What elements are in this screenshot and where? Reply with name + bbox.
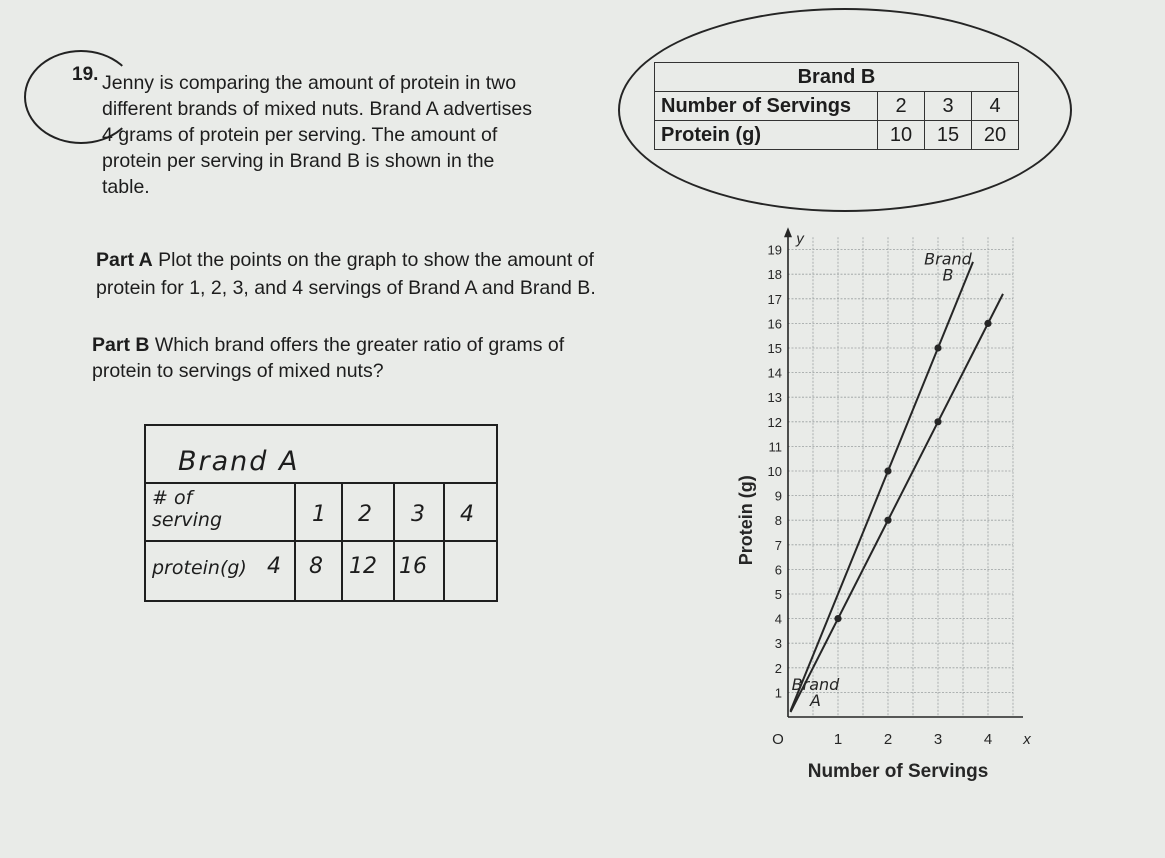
y-tick-label: 12: [767, 414, 782, 430]
part-a-text: Plot the points on the graph to show the amount of: [152, 249, 594, 271]
y-tick-label: 7: [774, 537, 782, 553]
brand-a-servings-cell: 2: [358, 502, 372, 527]
x-tick-label: 4: [983, 731, 993, 748]
table-column-line: [393, 482, 395, 600]
brand-a-servings-cell: 4: [460, 502, 474, 527]
x-tick-label: 1: [833, 731, 843, 748]
series-label-line: B: [942, 265, 954, 285]
part-b-line: protein to servings of mixed nuts?: [92, 360, 384, 382]
y-tick-label: 1: [774, 685, 782, 701]
brand-b-table-title: Brand B: [655, 63, 1019, 92]
data-point: [884, 467, 891, 474]
series-label-line: Brand: [791, 674, 840, 694]
problem-text-line: Jenny is comparing the amount of protein in two: [102, 72, 517, 94]
part-a-line: [96, 246, 716, 274]
y-tick-label: 16: [767, 316, 782, 332]
brand-b-servings-cell: 4: [972, 92, 1019, 121]
y-tick-label: 9: [774, 488, 782, 504]
y-tick-label: 19: [767, 242, 782, 258]
table-column-line: [443, 482, 445, 600]
y-tick-label: 14: [767, 365, 782, 381]
y-tick-label: 4: [774, 611, 782, 627]
data-point: [934, 418, 941, 425]
x-tick-label: 2: [883, 731, 893, 748]
y-axis-letter: y: [796, 230, 804, 248]
brand-a-servings-label-1: # of: [152, 487, 193, 509]
y-tick-label: 8: [774, 513, 782, 529]
table-column-line: [294, 482, 296, 600]
brand-a-servings-cell: 3: [411, 502, 425, 527]
brand-a-servings-cell: 1: [312, 502, 326, 527]
brand-a-protein-cell: 12: [349, 554, 377, 579]
brand-b-table: [654, 62, 1019, 150]
x-axis-title: Number of Servings: [807, 761, 989, 782]
brand-a-protein-cell: 8: [309, 554, 323, 579]
brand-a-protein-label: protein(g): [152, 557, 247, 579]
part-b-label: Part B: [92, 334, 150, 356]
origin-label: O: [772, 731, 784, 748]
data-point: [834, 615, 841, 622]
y-tick-label: 3: [774, 636, 782, 652]
series-line-brand-a: [791, 294, 1004, 712]
y-tick-label: 11: [768, 439, 782, 455]
part-b: [92, 332, 712, 384]
y-tick-label: 10: [767, 464, 782, 479]
brand-b-protein-cell: 20: [972, 121, 1019, 150]
data-point: [934, 344, 941, 351]
brand-a-table-title: Brand A: [178, 446, 300, 477]
problem-number: 19.: [72, 64, 99, 85]
problem-text-line: table.: [102, 176, 150, 198]
brand-b-protein-cell: 15: [925, 121, 972, 150]
protein-graph: [730, 225, 1060, 795]
part-a: [96, 246, 716, 302]
y-tick-label: 5: [774, 587, 782, 602]
problem-text-line: different brands of mixed nuts. Brand A advertises: [102, 98, 532, 120]
y-tick-label: 17: [767, 291, 782, 307]
brand-b-servings-cell: 2: [878, 92, 925, 121]
y-axis-arrow: [784, 227, 792, 237]
part-b-line: [92, 332, 712, 358]
series-label-line: A: [810, 690, 821, 710]
y-tick-label: 15: [767, 341, 782, 356]
data-point: [884, 517, 891, 524]
y-tick-label: 2: [774, 660, 782, 676]
brand-a-protein-cell: 16: [399, 554, 427, 579]
brand-b-servings-label: Number of Servings: [655, 92, 878, 121]
brand-a-handwritten-table: [144, 424, 498, 602]
x-tick-label: 3: [933, 731, 943, 748]
data-point: [984, 320, 991, 327]
problem-text-line: 4 grams of protein per serving. The amount of: [102, 124, 498, 146]
series-label-line: Brand: [924, 249, 972, 269]
y-tick-label: 18: [767, 267, 782, 283]
brand-a-servings-label-2: serving: [152, 509, 223, 531]
x-axis-letter: x: [1023, 731, 1031, 748]
problem-text-line: protein per serving in Brand B is shown in the: [102, 150, 495, 172]
y-tick-label: 13: [767, 390, 782, 406]
brand-b-protein-cell: 10: [878, 121, 925, 150]
table-column-line: [341, 482, 343, 600]
part-a-line: protein for 1, 2, 3, and 4 servings of Brand A and Brand B.: [96, 277, 596, 299]
y-tick-label: 6: [774, 562, 782, 578]
brand-b-protein-label: Protein (g): [655, 121, 878, 150]
brand-a-protein-cell: 4: [267, 554, 281, 579]
y-axis-title: Protein (g): [736, 475, 756, 566]
part-a-label: Part A: [96, 249, 153, 271]
part-b-text: Which brand offers the greater ratio of grams of: [149, 334, 565, 356]
problem-text: [102, 70, 622, 200]
brand-b-servings-cell: 3: [925, 92, 972, 121]
